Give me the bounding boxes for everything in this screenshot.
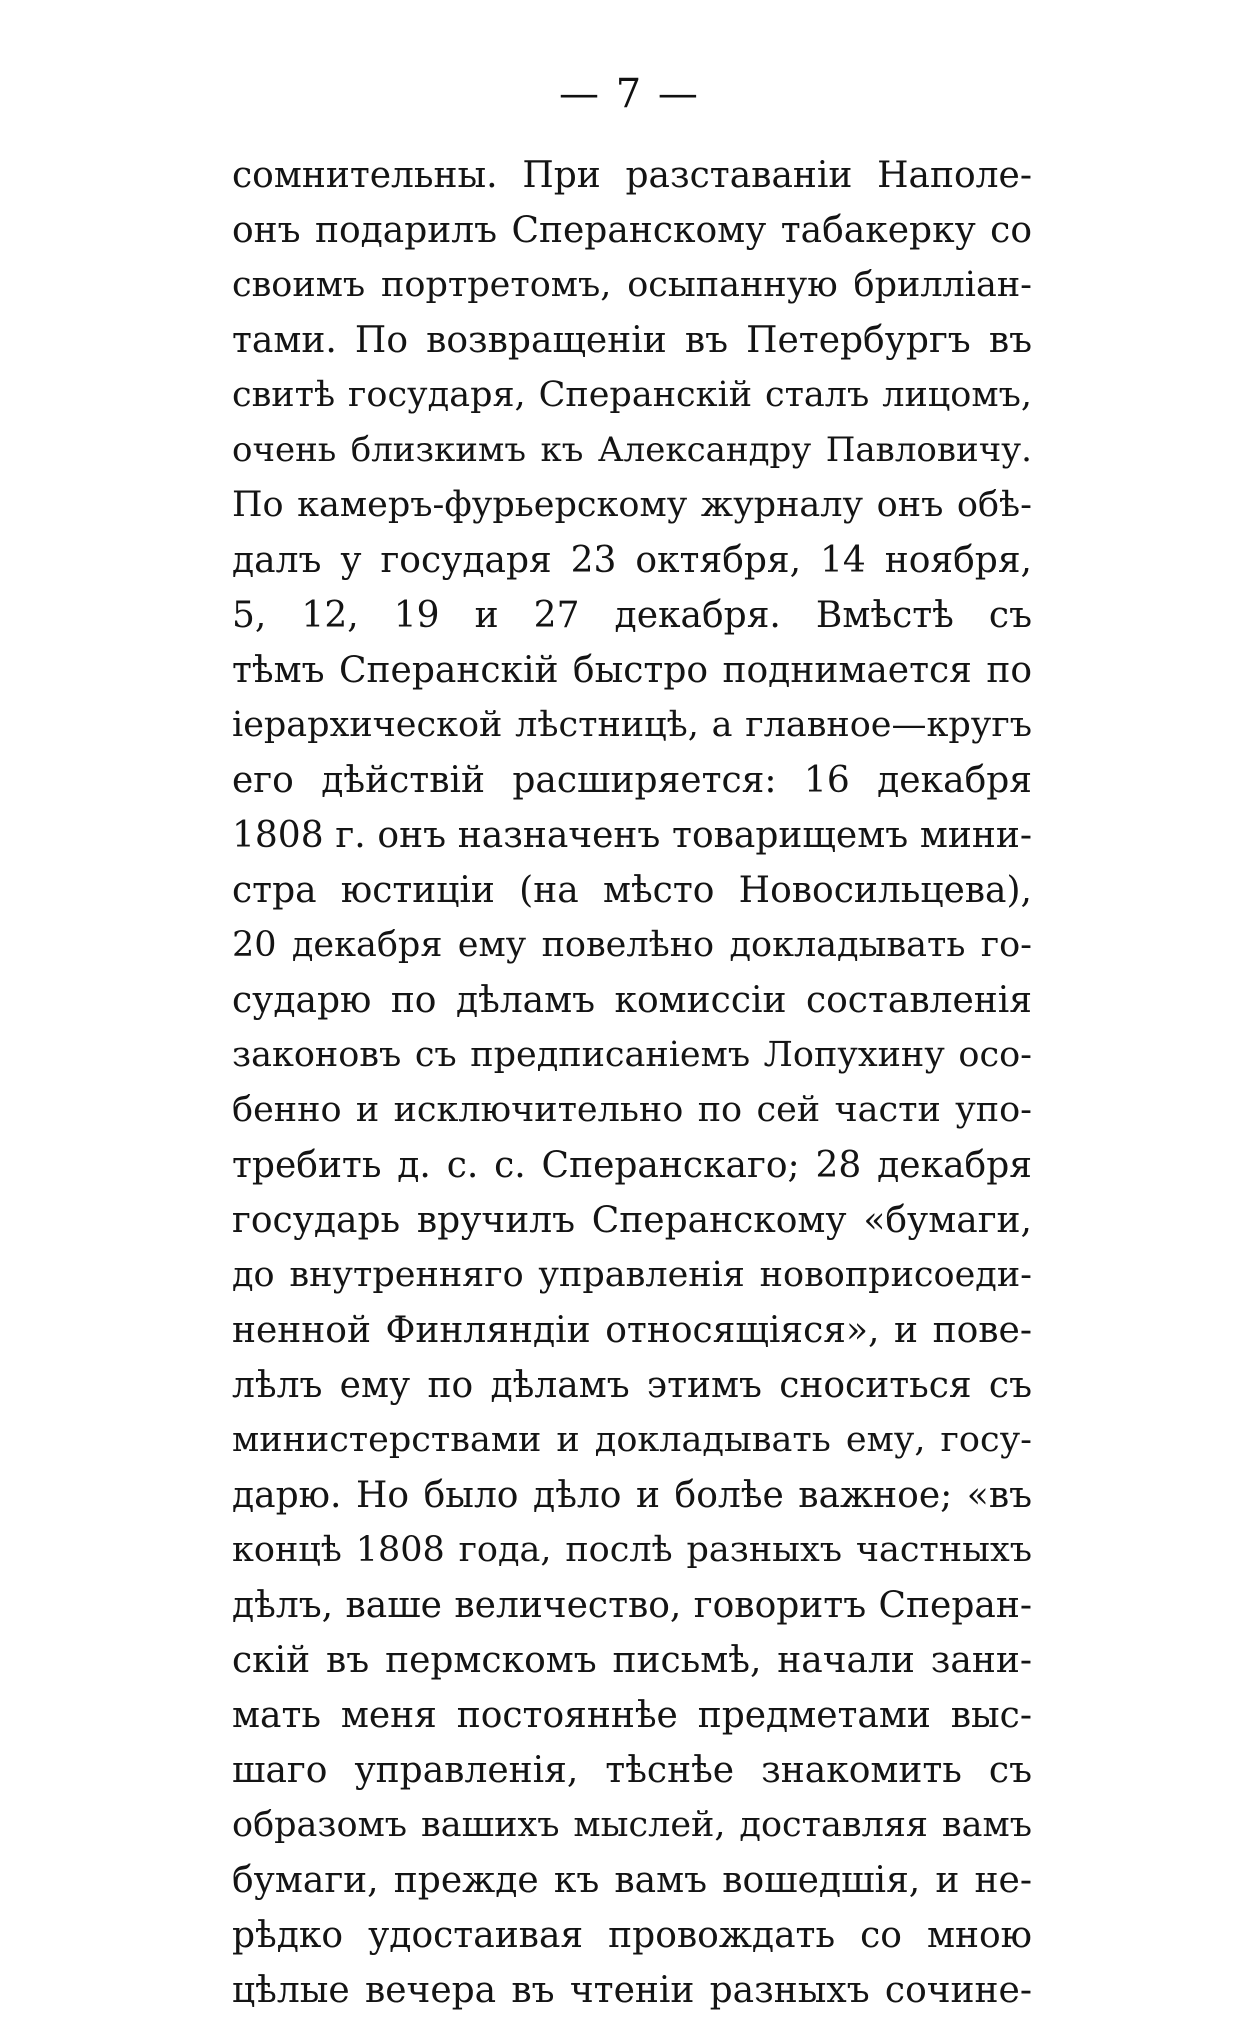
text-line: онъ подарилъ Сперанскому табакерку со (232, 210, 1032, 251)
text-line: ненной Финляндiи относящiяся», и пове- (232, 1310, 1032, 1351)
text-line: тѣмъ Сперанскiй быстро поднимается по (232, 650, 1032, 691)
text-line: до внутренняго управленiя новоприсоеди- (232, 1255, 1032, 1295)
text-line: дарю. Но было дѣло и болѣе важное; «въ (232, 1475, 1032, 1516)
text-line: очень близкимъ къ Александру Павловичу. (232, 430, 1032, 470)
text-line: цѣлые вечера въ чтенiи разныхъ сочине- (232, 1970, 1032, 2011)
text-line: скiй въ пермскомъ письмѣ, начали зани- (232, 1640, 1032, 1681)
text-line: бенно и исключительно по сей части упо- (232, 1090, 1032, 1130)
text-line: 5, 12, 19 и 27 декабря. Вмѣстѣ съ (232, 595, 1032, 636)
text-line: своимъ портретомъ, осыпанную брилліан- (232, 265, 1032, 305)
text-line: сударю по дѣламъ комиссiи составленiя (232, 980, 1032, 1021)
text-line: бумаги, прежде къ вамъ вошедшiя, и не- (232, 1860, 1032, 1901)
text-line: требить д. с. с. Сперанскаго; 28 декабря (232, 1145, 1032, 1186)
text-line: iерархической лѣстницѣ, а главное—кругъ (232, 705, 1032, 745)
page-number: — 7 — (559, 71, 700, 117)
text-line: мать меня постояннѣе предметами выс- (232, 1695, 1032, 1736)
text-line: законовъ съ предписанiемъ Лопухину осо- (232, 1035, 1032, 1075)
text-line: 1808 г. онъ назначенъ товарищемъ мини- (232, 815, 1032, 856)
text-line: министерствами и докладывать ему, госу- (232, 1420, 1032, 1460)
text-line: сомнительны. При разставанiи Наполе- (232, 155, 1032, 196)
text-line: образомъ вашихъ мыслей, доставляя вамъ (232, 1805, 1032, 1845)
text-line: 20 декабря ему повелѣно докладывать го- (232, 925, 1032, 965)
text-line: его дѣйствiй расширяется: 16 декабря (232, 760, 1032, 801)
text-line: лѣлъ ему по дѣламъ этимъ сноситься съ (232, 1365, 1032, 1406)
text-line: шаго управленiя, тѣснѣе знакомить съ (232, 1750, 1032, 1791)
text-line: тами. По возвращенiи въ Петербургъ въ (232, 320, 1032, 361)
text-line: стра юстицiи (на мѣсто Новосильцева), (232, 870, 1032, 911)
text-line: государь вручилъ Сперанскому «бумаги, (232, 1200, 1032, 1241)
body-text (232, 148, 1032, 2018)
text-line: По камеръ-фурьерскому журналу онъ обѣ- (232, 485, 1032, 525)
text-line: концѣ 1808 года, послѣ разныхъ частныхъ (232, 1530, 1032, 1570)
text-line: свитѣ государя, Сперанскiй сталъ лицомъ, (232, 375, 1032, 415)
text-line: рѣдко удостаивая провождать со мною (232, 1915, 1032, 1956)
text-line: дѣлъ, ваше величество, говоритъ Сперан- (232, 1585, 1032, 1626)
text-line: далъ у государя 23 октября, 14 ноября, (232, 540, 1032, 581)
